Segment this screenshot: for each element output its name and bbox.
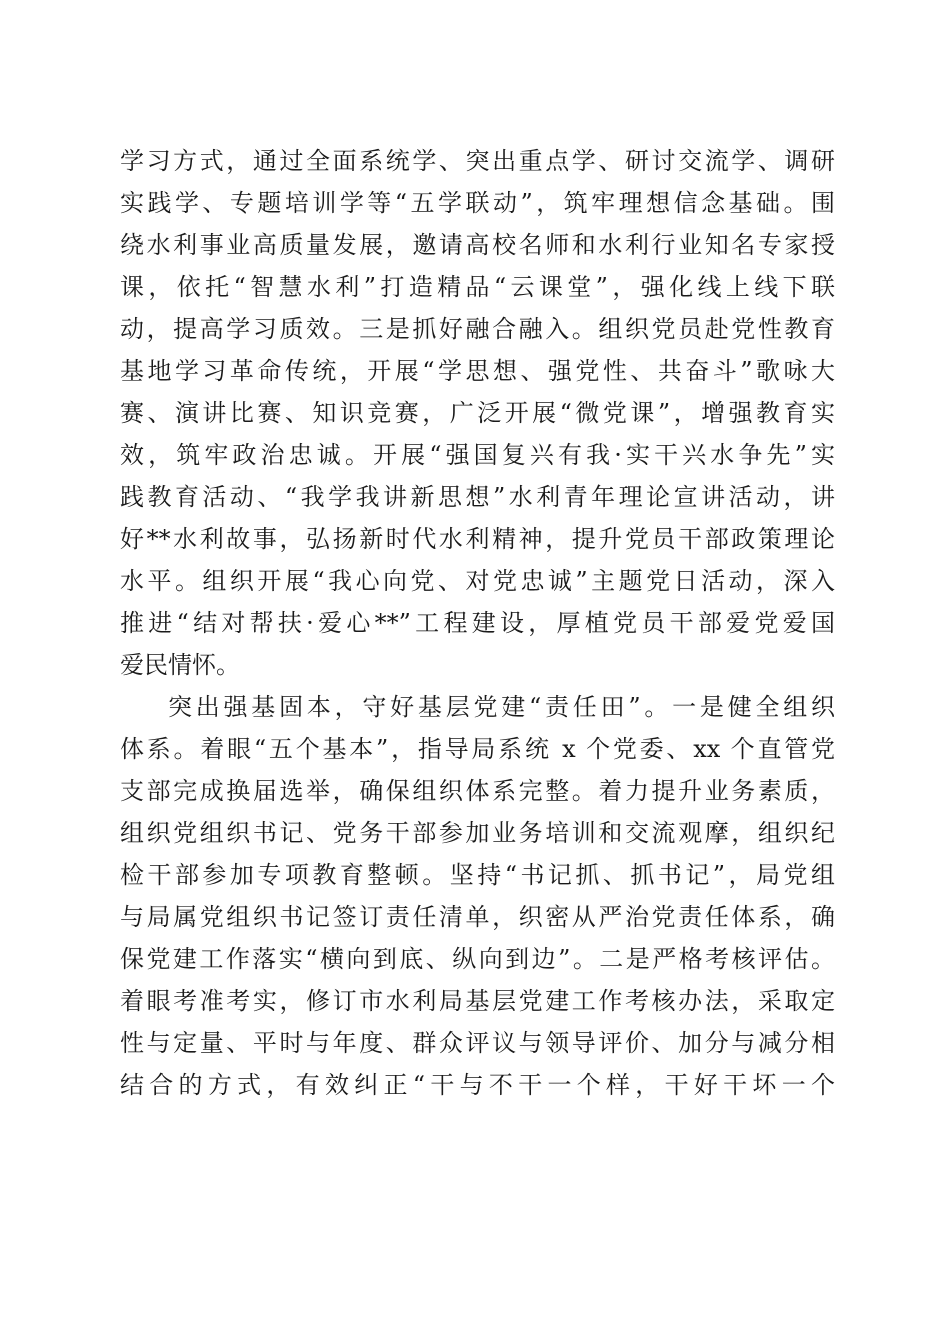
text-line: 基地学习革命传统，开展“学思想、强党性、共奋斗”歌咏大 bbox=[120, 357, 835, 385]
text-line: 爱民情怀。 bbox=[120, 651, 240, 679]
text-line: 践教育活动、“我学我讲新思想”水利青年理论宣讲活动，讲 bbox=[120, 483, 835, 511]
text-line: 检干部参加专项教育整顿。坚持“书记抓、抓书记”，局党组 bbox=[120, 861, 835, 889]
text-line: 实践学、专题培训学等“五学联动”，筑牢理想信念基础。围 bbox=[120, 189, 835, 217]
document-body bbox=[120, 140, 835, 1106]
text-line: 动，提高学习质效。三是抓好融合融入。组织党员赴党性教育 bbox=[120, 315, 835, 343]
text-line: 突出强基固本，守好基层党建“责任田”。一是健全组织 bbox=[168, 693, 835, 721]
text-line: 与局属党组织书记签订责任清单，织密从严治党责任体系，确 bbox=[120, 903, 835, 931]
text-line: 结合的方式，有效纠正“干与不干一个样，干好干坏一个 bbox=[120, 1071, 835, 1099]
text-line: 性与定量、平时与年度、群众评议与领导评价、加分与减分相 bbox=[120, 1029, 835, 1057]
text-line: 赛、演讲比赛、知识竞赛，广泛开展“微党课”，增强教育实 bbox=[120, 399, 835, 427]
text-line: 体系。着眼“五个基本”，指导局系统 x 个党委、xx 个直管党 bbox=[120, 735, 835, 763]
text-line: 绕水利事业高质量发展，邀请高校名师和水利行业知名专家授 bbox=[120, 231, 835, 259]
paragraph-2 bbox=[120, 686, 835, 1106]
text-line: 好**水利故事，弘扬新时代水利精神，提升党员干部政策理论 bbox=[120, 525, 835, 553]
text-line: 着眼考准考实，修订市水利局基层党建工作考核办法，采取定 bbox=[120, 987, 835, 1015]
text-line: 学习方式，通过全面系统学、突出重点学、研讨交流学、调研 bbox=[120, 147, 835, 175]
text-line: 水平。组织开展“我心向党、对党忠诚”主题党日活动，深入 bbox=[120, 567, 835, 595]
text-line: 保党建工作落实“横向到底、纵向到边”。二是严格考核评估。 bbox=[120, 945, 835, 973]
text-line: 组织党组织书记、党务干部参加业务培训和交流观摩，组织纪 bbox=[120, 819, 835, 847]
paragraph-1 bbox=[120, 140, 835, 686]
text-line: 支部完成换届选举，确保组织体系完整。着力提升业务素质， bbox=[120, 777, 835, 805]
text-line: 效，筑牢政治忠诚。开展“强国复兴有我·实干兴水争先”实 bbox=[120, 441, 835, 469]
text-line: 课，依托“智慧水利”打造精品“云课堂”，强化线上线下联 bbox=[120, 273, 835, 301]
text-line: 推进“结对帮扶·爱心**”工程建设，厚植党员干部爱党爱国 bbox=[120, 609, 835, 637]
